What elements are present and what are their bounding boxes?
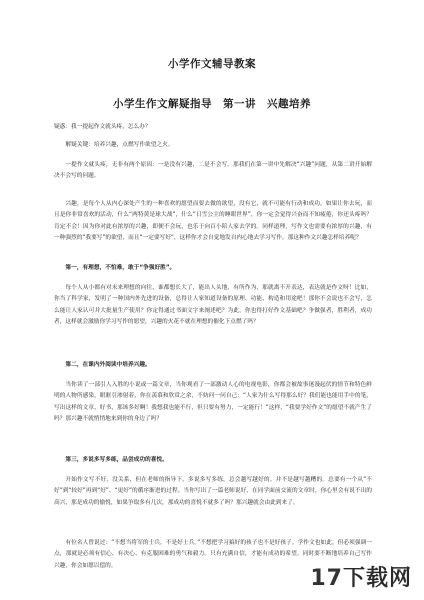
question-paragraph: 疑惑：我一提起作文就头疼，怎么办？ — [54, 124, 151, 130]
watermark-number: 17 — [310, 566, 343, 591]
section-body-2: 当你读了一部引人入胜的小说或一篇文章，当你观看了一部激动人心的电视电影，你都会被故事迷漫起伏的情节和特色鲜明的人物所感染，眼眶引渗射着，你在羡慕和欣赏之余，不妨问一问自己：“人家为什么写得那么好？我们能也能用手中的笔，写出这样的文章，好书，那该多好啊！我想我也能不行，但只要有努力，一定能行！”这样，“我要学好作文”的愿望不就产生了吗？那兴趣不就悄悄地来到你的身边了吗？ — [54, 382, 372, 423]
closing-paragraph: 有位名人曾说过：“不想当将军的士兵，不是好士兵。”不想把学习搞好的孩子也不是好孩子。学作文也如此，但必须强调一点，那就是必须有信心、有决心、有克服困难的勇气和毅力。只有充满自信，才能有成功的希望。同时要不断地培养自己写作兴趣，你会如愿以偿的。 — [54, 540, 372, 569]
site-watermark — [310, 561, 412, 592]
document-title: 小学生作文解疑指导 第一讲 兴趣培养 — [113, 98, 311, 110]
interest-paragraph: 兴趣，是每个人从内心深处产生的一种喜欢的愿望而要去做的欲望，没有它，就不可能有行动和成功。如果让你去玩，而且是你非常喜欢的活动，什么“两特黄是球大战”，什么“日雪公主的睡眼世界”，你一定会觉得兴奋而不知疲倦，你还头疼吗？肯定不会！因为你对此有浓厚的兴趣，即便不会玩，也乐于向百小陪人家去学的。同样道理，写作文也需要有浓厚的兴趣，有一种强烈的“我要写”的欲望，而且“一定要写好”，这样你才会自觉地发自内心地去学习写作。那这种作文兴趣怎样培养呢？ — [54, 201, 372, 242]
section-body-3: 开始作文写不好，没关系，但在老师的指导下，多说多写多练，总会越写越好的。并不是越写越糟的。总要有一个从“不好”到“较好”再到“好”、“更好”的循序渐进的过程。当你写出了一篇老师说好，在同学面前交流的文章时，你心里会有说不出的高兴，那是成功的愉悦，如果争取多有几次，那成功的喜悦不就多了吗？那兴趣就会由此到来了。 — [54, 477, 372, 506]
key-answer-paragraph: 解疑关键：培养兴趣，点燃写作欲望之火。 — [65, 142, 174, 148]
section-heading-1: 第一，有理想，不怕难，敢于“争强好胜”。 — [65, 265, 176, 271]
section-body-1: 每个人从小都有对未来理想的向往，谁都想长大了，能出人头地，有所作为，那就离不开表达，表达就是作文呀！比如，你当了科学家，发明了一种国内外先进的设备，总得让人家知道设备的原理、功能、构造和用途吧！那你不会说也不会写，怎么能让人家认可并大批量生产使用？你定得通过书面文字来阐述吧？为此，你也得打好作文基础吧？争做强者，胜利者，成功者，这样就会激励你学习写作的愿望，兴趣的火花不就在理想的催化下点燃了吗？ — [54, 285, 372, 326]
document-header: 小学作文辅导教案 — [168, 58, 256, 70]
watermark-text: 下载网 — [342, 566, 412, 591]
section-heading-2: 第二，在课内外阅读中培养兴趣。 — [65, 362, 151, 368]
intro-paragraph: 一提作文就头疼，无非有两个原因：一是没有兴趣，二是不会写。那我们在第一讲中先解决“兴趣”问题，从第二讲开始解决不会写的问题。 — [54, 162, 372, 180]
section-heading-3: 第三，多说多写多练，品尝成功的喜悦。 — [65, 457, 168, 463]
